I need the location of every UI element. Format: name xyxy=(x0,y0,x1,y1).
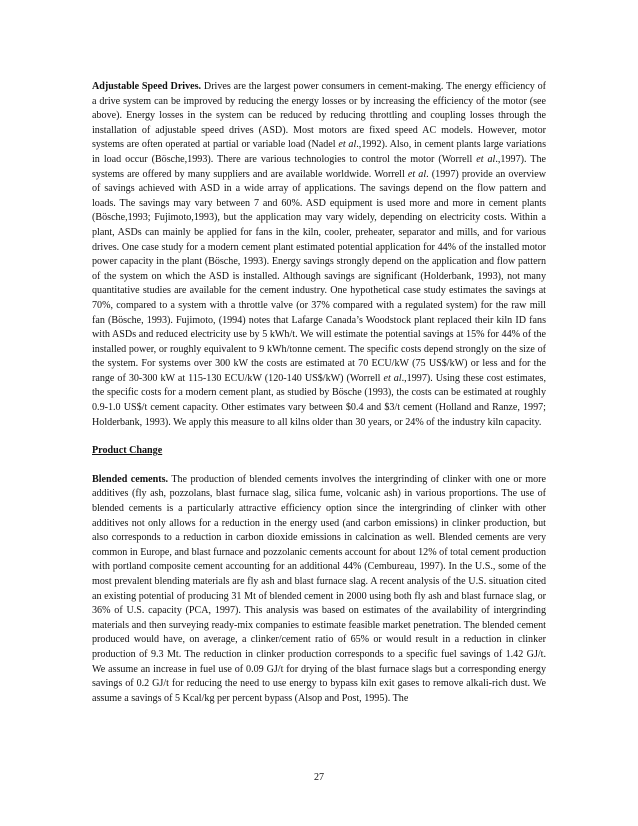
text-run: . (1997) provide an overview of savings achieved with ASD in a wide array of applications. The savings depend on the flow pattern and loads. The savings may vary between 7 and 60%. ASD equipment is used more and more in cement plants (Bösche,1993; Fujimoto,1993), but the application may vary widely, depending on electricity costs. Within a plant, ASDs can mainly be applied for fans in the kiln, cooler, preheater, separator and mills, and for various drives. One case study for a modern cement plant estimated potential application for 44% of the installed motor power capacity in the plant (Bösche, 1993). Energy savings strongly depend on the application and flow pattern of the system on which the ASD is installed. Although savings are significant (Holderbank, 1993), not many quantitative studies are available for the cement industry. One hypothetical case study estimates the savings at 70%, compared to a system with a throttle valve (or 37% compared with a regulated system) for the raw mill fan (Bösche, 1993). Fujimoto, (1994) notes that Lafarge Canada’s Woodstock plant replaced their kiln ID fans with ASDs and reduced electricity use by 5 kWh/t. We will estimate the potential savings at 15% for 44% of the installed power, or roughly equivalent to 9 kWh/tonne cement. The specific costs depend strongly on the size of the system. For systems over 300 kW the costs are estimated at 70 ECU/kW (75 US$/kW) or less and for the range of 30-300 kW at 115-130 ECU/kW (120-140 US$/kW) (Worrell xyxy=(92,168,546,384)
text-run: .,1997). Using these cost estimates, the specific costs for a modern cement plant, as studied by Bösche (1993), the costs can be estimated at roughly 0.9-1.0 US$/t cement capacity. Other estimates vary between $0.4 and $3/t cement (Holland and Ranze, 1997; Holderbank, 1993). We apply this measure to all kilns older than 30 years, or 24% of the industry kiln capacity. xyxy=(92,372,546,428)
section-heading: Product Change xyxy=(92,445,163,457)
italic-run: et al xyxy=(338,139,357,151)
page-body xyxy=(92,80,546,706)
paragraph-run-in-heading: Blended cements. xyxy=(92,473,169,485)
italic-run: et al xyxy=(476,153,496,165)
text-run: .,1997). The systems are offered by many suppliers and are available worldwide. Worrell xyxy=(92,153,546,180)
italic-run: et al xyxy=(407,168,427,180)
page-number: 27 xyxy=(313,772,325,783)
paragraph-adjustable-speed-drives xyxy=(92,80,546,430)
text-run: The production of blended cements involves the intergrinding of clinker with one or more additives (fly ash, pozzolans, blast furnace slag, silica fume, volcanic ash) in various proportions. The use of blended cements is a particularly attractive efficiency option since the intergrinding of clinker with other additives not only allows for a reduction in the energy used (and carbon emissions) in clinker production, but also corresponds to a reduction in carbon dioxide emissions in calcination as well. Blended cements are very common in Europe, and blast furnace and pozzolanic cements account for about 12% of total cement production with portland composite cement accounting for an additional 44% (Cembureau, 1997). In the U.S., some of the most prevalent blending materials are fly ash and blast furnace slag. A recent analysis of the U.S. situation cited an existing potential of producing 31 Mt of blended cement in 2000 using both fly ash and blast furnace slag, or 36% of U.S. capacity (PCA, 1997). This analysis was based on estimates of the availability of intergrinding materials and then surveying ready-mix companies to estimate feasible market penetration. The blended cement produced would have, on average, a clinker/cement ratio of 65% or would result in a reduction in clinker production of 9.3 Mt. The reduction in clinker production corresponds to a specific fuel savings of 1.42 GJ/t. We assume an increase in fuel use of 0.09 GJ/t for drying of the blast furnace slags but a corresponding energy savings of 0.2 GJ/t for reducing the need to use energy to bypass kiln exit gases to remove alkali-rich dust. We assume a savings of 5 Kcal/kg per percent bypass (Alsop and Post, 1995). The xyxy=(92,473,547,704)
text-run: Drives are the largest power consumers in cement-making. The energy efficiency of a drive system can be improved by reducing the energy losses or by increasing the efficiency of the motor (see above). Energy losses in the system can be reduced by reducing throttling and coupling losses through the installation of adjustable speed drives (ASD). Most motors are fixed speed AC models. However, motor systems are often operated at partial or variable load (Nadel xyxy=(92,81,546,151)
paragraph-blended-cements xyxy=(92,473,546,707)
text-run: .,1992). Also, in cement plants large variations in load occur (Bösche,1993). There are various technologies to control the motor (Worrell xyxy=(92,139,546,165)
paragraph-text xyxy=(92,474,546,704)
paragraph-run-in-heading: Adjustable Speed Drives. xyxy=(92,81,202,92)
italic-run: et al xyxy=(383,372,402,384)
paragraph-text xyxy=(92,81,546,428)
